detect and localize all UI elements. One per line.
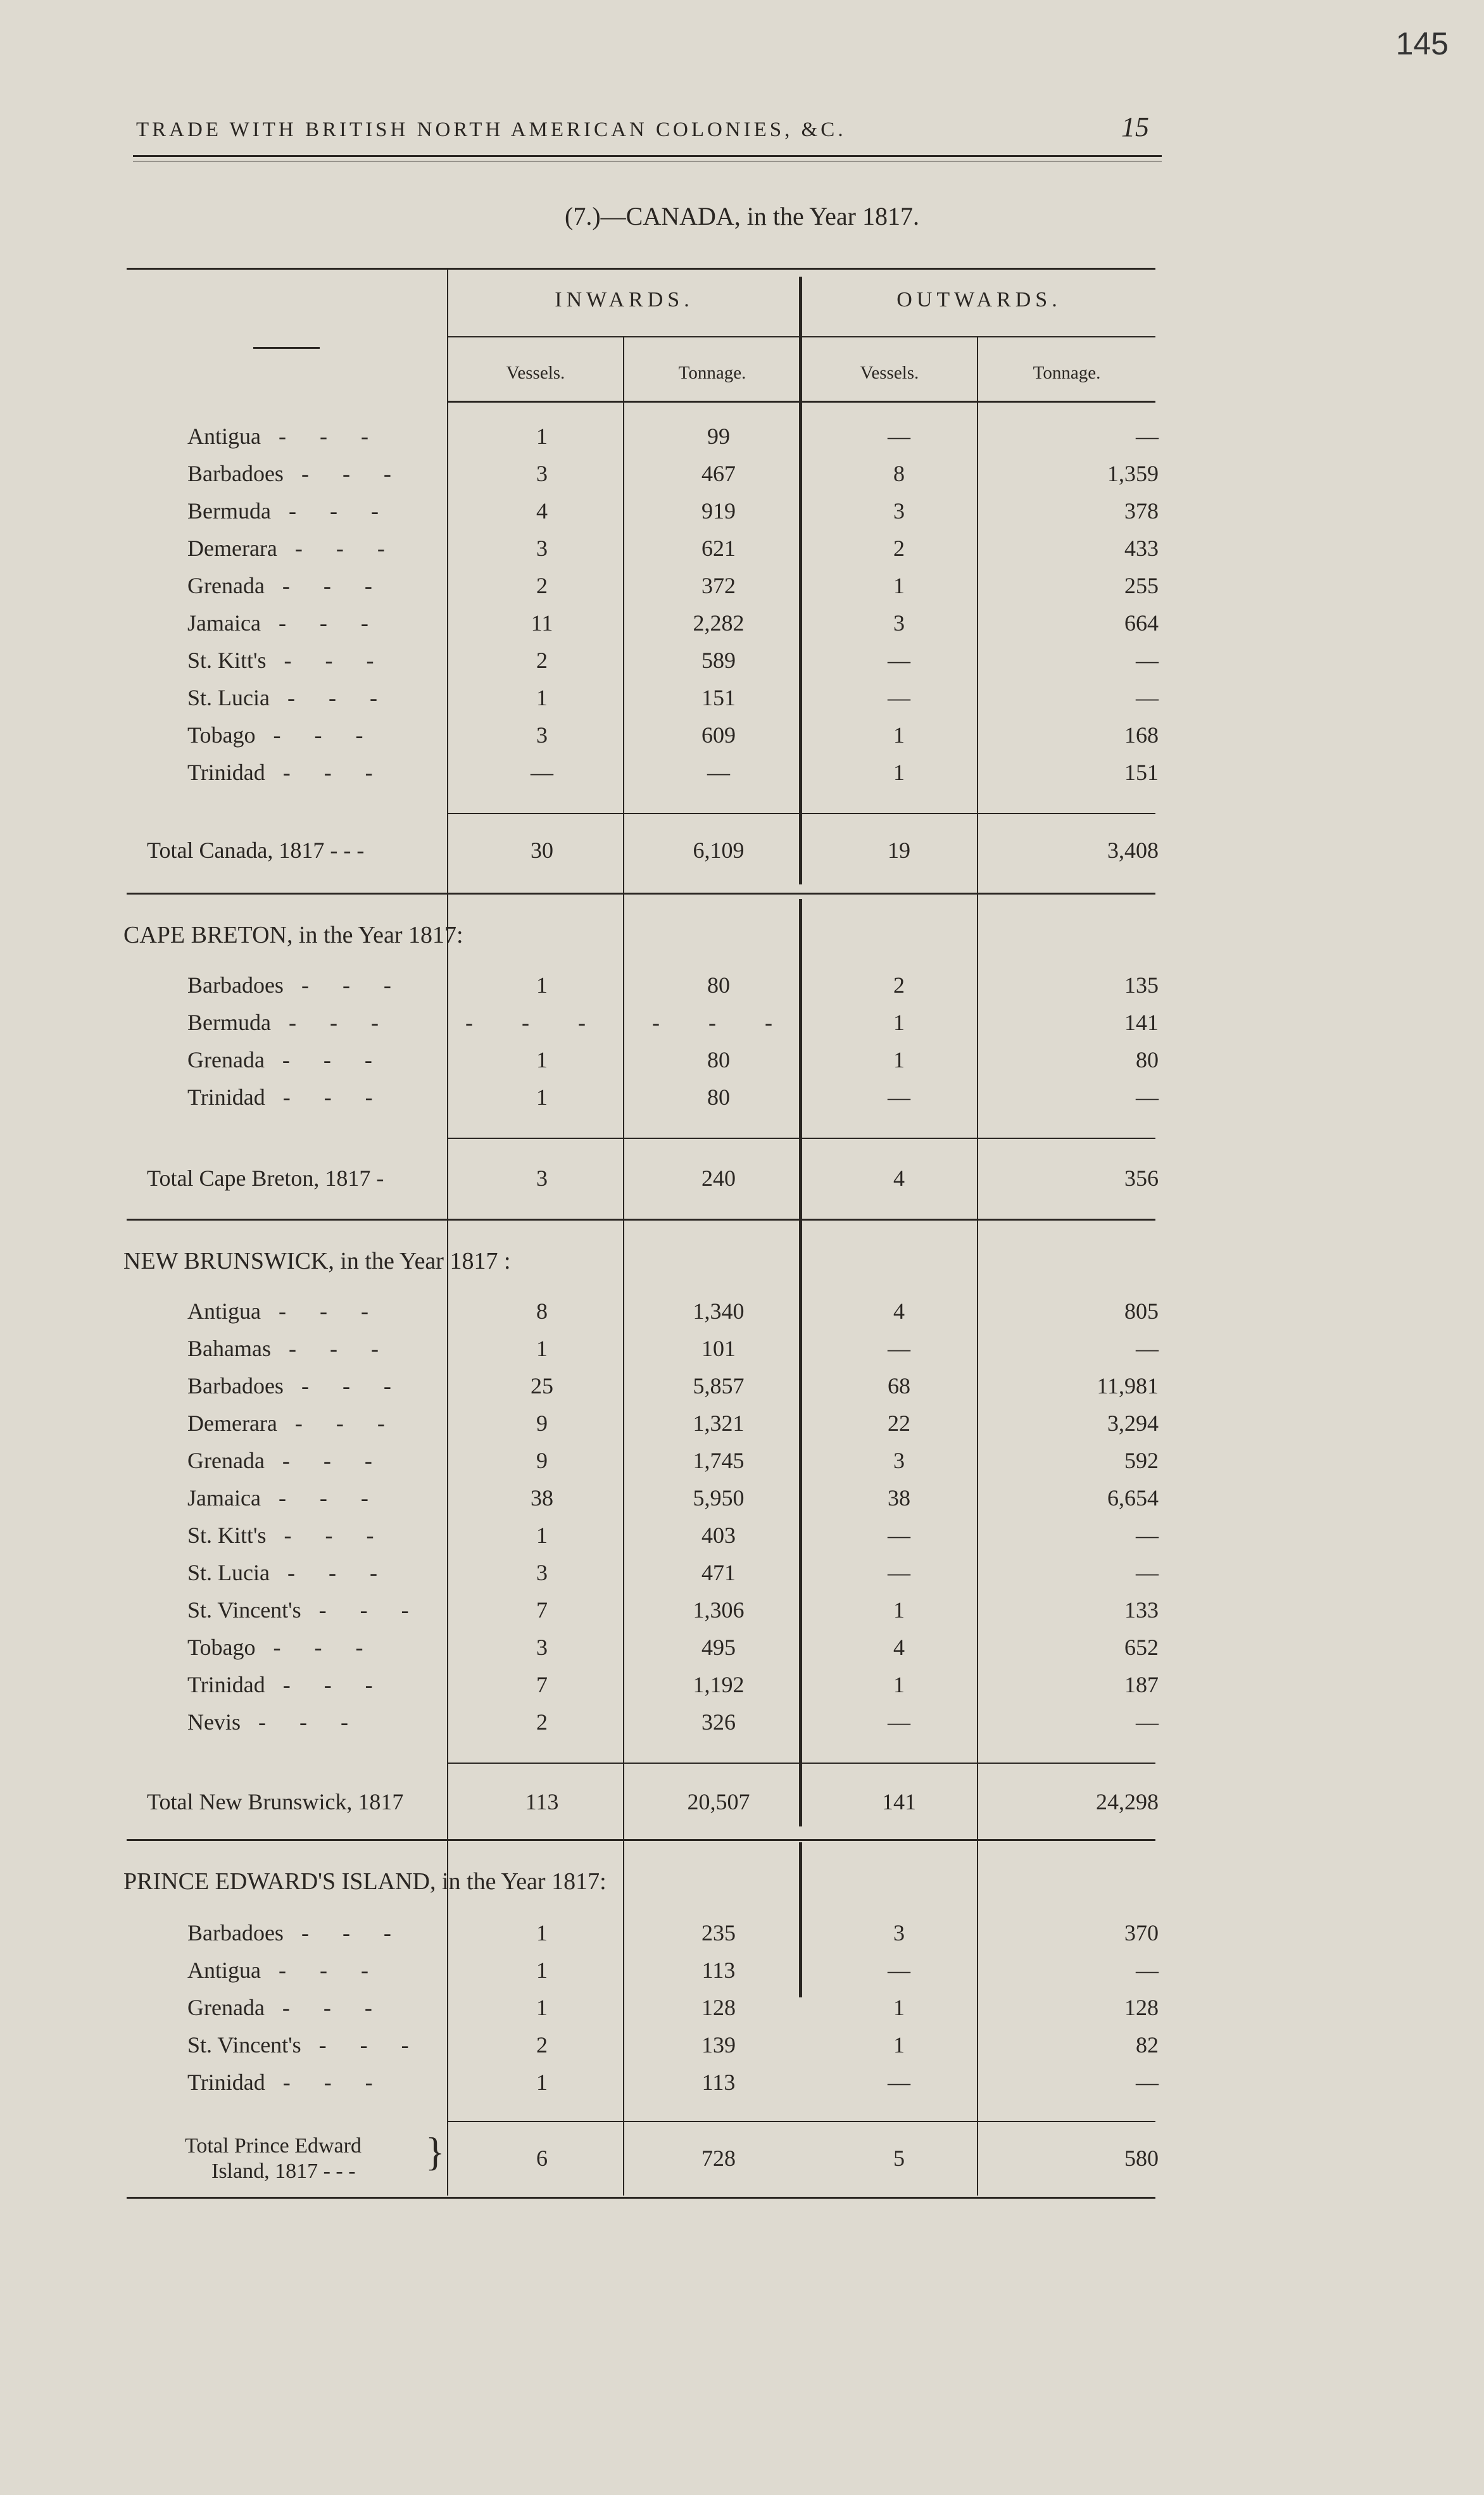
out-vessels: 22 <box>888 1411 910 1436</box>
total-label: Total Cape Breton, 1817 - <box>147 1166 384 1191</box>
in-tonnage: 113 <box>701 2070 736 2095</box>
out-tonnage: 6,654 <box>1107 1485 1159 1511</box>
out-vessels: 3 <box>893 498 905 524</box>
table-row <box>0 1009 1484 1046</box>
header-dash <box>253 347 320 349</box>
total-out-vessels: 4 <box>893 1166 905 1191</box>
out-vessels: 3 <box>893 610 905 636</box>
out-tonnage: — <box>1136 1336 1159 1361</box>
running-head <box>136 111 1162 143</box>
out-tonnage: 370 <box>1124 1920 1159 1945</box>
in-vessels: 38 <box>531 1485 553 1511</box>
in-tonnage: 5,857 <box>693 1373 745 1398</box>
in-vessels: 9 <box>536 1448 548 1473</box>
in-tonnage: 495 <box>701 1635 736 1660</box>
table-row <box>0 722 1484 758</box>
new-brunswick-heading: NEW BRUNSWICK, in the Year 1817 : <box>123 1248 511 1274</box>
out-tonnage: 133 <box>1124 1597 1159 1623</box>
header-bottom-rule-inwards <box>448 401 800 403</box>
table-row <box>0 460 1484 497</box>
in-tonnage: 139 <box>701 2032 736 2058</box>
out-tonnage: 433 <box>1124 536 1159 561</box>
out-tonnage: 652 <box>1124 1635 1159 1660</box>
row-label: Nevis - - - <box>187 1709 362 1735</box>
in-vessels: 1 <box>536 1084 548 1110</box>
table-row <box>0 759 1484 796</box>
table-caption: (7.)—CANADA, in the Year 1817. <box>565 202 919 230</box>
in-vessels: 3 <box>536 1635 548 1660</box>
row-label: Bermuda - - - <box>187 1010 393 1035</box>
in-tonnage: 1,321 <box>693 1411 745 1436</box>
in-tonnage: 372 <box>701 573 736 598</box>
in-tonnage: 128 <box>701 1995 736 2020</box>
in-vessels: 1 <box>536 1336 548 1361</box>
in-tonnage: 80 <box>707 1084 730 1110</box>
total-in-tonnage: 240 <box>701 1166 736 1191</box>
row-label: Trinidad - - - <box>187 1084 387 1110</box>
total-out-tonnage: 356 <box>1124 1166 1159 1191</box>
in-tonnage: 113 <box>701 1958 736 1983</box>
section-rule-canada <box>127 893 1155 895</box>
in-tonnage: 467 <box>701 461 736 486</box>
out-tonnage-header: Tonnage. <box>1033 363 1101 383</box>
out-tonnage: 80 <box>1136 1047 1159 1072</box>
section-rule-cape-breton <box>127 1219 1155 1221</box>
out-vessels: — <box>888 648 910 673</box>
out-tonnage: — <box>1136 1709 1159 1735</box>
table-row <box>0 498 1484 534</box>
out-vessels: — <box>888 2070 910 2095</box>
row-label: Antigua - - - <box>187 1958 382 1983</box>
out-tonnage: — <box>1136 424 1159 449</box>
total-in-tonnage: 6,109 <box>693 838 745 863</box>
table-row <box>0 1957 1484 1994</box>
in-vessels: 7 <box>536 1597 548 1623</box>
out-vessels: — <box>888 1560 910 1585</box>
prince-edward-total-rule <box>448 2121 1155 2122</box>
out-tonnage: — <box>1136 685 1159 710</box>
in-tonnage: 80 <box>707 972 730 998</box>
in-tonnage: 609 <box>701 722 736 748</box>
out-vessels: 1 <box>893 1047 905 1072</box>
table-row <box>0 1084 1484 1121</box>
in-tonnage: 589 <box>701 648 736 673</box>
in-vessels: — <box>531 760 553 785</box>
row-label: Bermuda - - - <box>187 498 393 524</box>
out-vessels: — <box>888 424 910 449</box>
total-out-tonnage: 580 <box>1124 2146 1159 2171</box>
in-tonnage: 151 <box>701 685 736 710</box>
in-tonnage: - - - <box>652 1010 794 1035</box>
in-vessels: 1 <box>536 1047 548 1072</box>
in-tonnage: 919 <box>701 498 736 524</box>
row-label: Jamaica - - - <box>187 1485 382 1511</box>
row-label: St. Lucia - - - <box>187 1560 391 1585</box>
out-tonnage: 187 <box>1124 1672 1159 1697</box>
in-vessels: 4 <box>536 498 548 524</box>
total-out-vessels: 5 <box>893 2146 905 2171</box>
in-vessels: 3 <box>536 536 548 561</box>
total-label-brace: } <box>425 2129 445 2174</box>
out-vessels: — <box>888 1084 910 1110</box>
header-subrule-inwards <box>448 336 800 337</box>
table-row <box>0 1559 1484 1596</box>
in-tonnage: — <box>707 760 730 785</box>
in-vessels-header: Vessels. <box>506 363 565 383</box>
row-label: Tobago - - - <box>187 1635 377 1660</box>
row-label: Grenada - - - <box>187 1995 386 2020</box>
out-vessels: — <box>888 1709 910 1735</box>
table-row <box>0 535 1484 572</box>
canada-total-rule <box>448 813 1155 814</box>
out-tonnage: 1,359 <box>1107 461 1159 486</box>
out-tonnage: 82 <box>1136 2032 1159 2058</box>
out-vessels: 1 <box>893 1995 905 2020</box>
out-vessels: 1 <box>893 573 905 598</box>
out-vessels: 4 <box>893 1298 905 1324</box>
out-vessels: 1 <box>893 2032 905 2058</box>
out-vessels: 1 <box>893 760 905 785</box>
table-row <box>0 1671 1484 1708</box>
table-row <box>0 684 1484 721</box>
in-tonnage: 1,192 <box>693 1672 745 1697</box>
in-tonnage: 80 <box>707 1047 730 1072</box>
in-tonnage: 235 <box>701 1920 736 1945</box>
total-out-vessels: 141 <box>882 1789 916 1814</box>
out-vessels: 1 <box>893 1672 905 1697</box>
table-row <box>0 1522 1484 1559</box>
in-vessels: 3 <box>536 1560 548 1585</box>
table-row <box>0 1634 1484 1671</box>
total-in-vessels: 30 <box>531 838 553 863</box>
total-label-line2: Island, 1817 - - - <box>211 2159 356 2183</box>
running-head-title: TRADE WITH BRITISH NORTH AMERICAN COLONIES, &C. <box>136 118 846 141</box>
out-tonnage: 141 <box>1124 1010 1159 1035</box>
in-tonnage: 621 <box>701 536 736 561</box>
out-vessels: — <box>888 1336 910 1361</box>
out-vessels: 2 <box>893 972 905 998</box>
prince-edward-total-row <box>0 2145 1484 2182</box>
out-vessels: 8 <box>893 461 905 486</box>
table-row <box>0 1597 1484 1633</box>
row-label: Barbadoes - - - <box>187 461 405 486</box>
in-vessels: 1 <box>536 972 548 998</box>
row-label: Demerara - - - <box>187 536 399 561</box>
row-label: Barbadoes - - - <box>187 972 405 998</box>
section-rule-new-brunswick <box>127 1839 1155 1841</box>
table-row <box>0 1335 1484 1372</box>
table-row <box>0 610 1484 646</box>
out-tonnage: — <box>1136 1958 1159 1983</box>
in-vessels: 1 <box>536 685 548 710</box>
out-tonnage: — <box>1136 1084 1159 1110</box>
out-tonnage: 664 <box>1124 610 1159 636</box>
in-vessels: 2 <box>536 648 548 673</box>
out-tonnage: 151 <box>1124 760 1159 785</box>
in-vessels: - - - <box>465 1010 607 1035</box>
new-brunswick-total-rule <box>448 1763 1155 1764</box>
in-tonnage: 326 <box>701 1709 736 1735</box>
table-row <box>0 972 1484 1009</box>
out-tonnage: 378 <box>1124 498 1159 524</box>
out-vessels: 2 <box>893 536 905 561</box>
in-tonnage: 1,340 <box>693 1298 745 1324</box>
in-vessels: 25 <box>531 1373 553 1398</box>
page-number: 145 <box>1395 26 1449 61</box>
cape-breton-total-row <box>0 1165 1484 1202</box>
row-label: Antigua - - - <box>187 424 382 449</box>
table-row <box>0 1298 1484 1335</box>
out-vessels: — <box>888 1523 910 1548</box>
in-vessels: 3 <box>536 461 548 486</box>
in-tonnage: 1,306 <box>693 1597 745 1623</box>
table-row <box>0 647 1484 684</box>
in-vessels: 2 <box>536 1709 548 1735</box>
in-tonnage: 471 <box>701 1560 736 1585</box>
in-tonnage-header: Tonnage. <box>678 363 746 383</box>
out-vessels: 4 <box>893 1635 905 1660</box>
table-row <box>0 423 1484 460</box>
out-tonnage: 255 <box>1124 573 1159 598</box>
total-label: Total Canada, 1817 - - - <box>147 838 365 863</box>
row-label: Barbadoes - - - <box>187 1920 405 1945</box>
out-tonnage: — <box>1136 648 1159 673</box>
row-label: Barbadoes - - - <box>187 1373 405 1398</box>
out-vessels: 3 <box>893 1448 905 1473</box>
in-vessels: 1 <box>536 1920 548 1945</box>
in-vessels: 1 <box>536 1958 548 1983</box>
in-vessels: 1 <box>536 2070 548 2095</box>
row-label: Tobago - - - <box>187 722 377 748</box>
table-row <box>0 2069 1484 2106</box>
prince-edward-heading: PRINCE EDWARD'S ISLAND, in the Year 1817: <box>123 1868 607 1895</box>
table-top-rule <box>127 268 1155 270</box>
outwards-header: OUTWARDS. <box>896 288 1062 311</box>
row-label: Trinidad - - - <box>187 760 387 785</box>
out-tonnage: 3,294 <box>1107 1411 1159 1436</box>
out-vessels: — <box>888 685 910 710</box>
row-label: Demerara - - - <box>187 1411 399 1436</box>
in-vessels: 1 <box>536 1995 548 2020</box>
out-vessels: 3 <box>893 1920 905 1945</box>
in-tonnage: 2,282 <box>693 610 745 636</box>
out-tonnage: 135 <box>1124 972 1159 998</box>
out-vessels: 1 <box>893 1597 905 1623</box>
out-tonnage: 128 <box>1124 1995 1159 2020</box>
table-row <box>0 572 1484 609</box>
out-vessels: 68 <box>888 1373 910 1398</box>
total-label: Total New Brunswick, 1817 <box>147 1789 404 1814</box>
out-tonnage: 168 <box>1124 722 1159 748</box>
in-tonnage: 5,950 <box>693 1485 745 1511</box>
double-rule <box>133 155 1162 157</box>
row-label: Grenada - - - <box>187 1047 386 1072</box>
table-row <box>0 1410 1484 1447</box>
row-label: St. Kitt's - - - <box>187 1523 388 1548</box>
in-tonnage: 101 <box>701 1336 736 1361</box>
out-tonnage: 11,981 <box>1097 1373 1159 1398</box>
out-tonnage: — <box>1136 1560 1159 1585</box>
row-label: Grenada - - - <box>187 573 386 598</box>
table-row <box>0 1709 1484 1745</box>
running-head-page: 15 <box>1121 111 1149 142</box>
in-tonnage: 99 <box>707 424 730 449</box>
row-label: St. Lucia - - - <box>187 685 391 710</box>
cape-breton-heading: CAPE BRETON, in the Year 1817: <box>123 922 463 948</box>
table-bottom-rule <box>127 2197 1155 2199</box>
in-vessels: 3 <box>536 722 548 748</box>
out-tonnage: 805 <box>1124 1298 1159 1324</box>
total-out-vessels: 19 <box>888 838 910 863</box>
table-row <box>0 1920 1484 1956</box>
row-label: Trinidad - - - <box>187 2070 387 2095</box>
row-label: St. Vincent's - - - <box>187 1597 423 1623</box>
in-vessels: 2 <box>536 2032 548 2058</box>
total-in-tonnage: 20,507 <box>687 1789 750 1814</box>
row-label: Jamaica - - - <box>187 610 382 636</box>
out-vessels: — <box>888 1958 910 1983</box>
in-vessels: 9 <box>536 1411 548 1436</box>
row-label: St. Vincent's - - - <box>187 2032 423 2058</box>
total-out-tonnage: 3,408 <box>1107 838 1159 863</box>
new-brunswick-total-row <box>0 1788 1484 1825</box>
total-in-vessels: 6 <box>536 2146 548 2171</box>
table-row <box>0 1373 1484 1409</box>
total-in-vessels: 3 <box>536 1166 548 1191</box>
row-label: Bahamas - - - <box>187 1336 393 1361</box>
out-vessels: 38 <box>888 1485 910 1511</box>
in-vessels: 1 <box>536 1523 548 1548</box>
total-out-tonnage: 24,298 <box>1096 1789 1159 1814</box>
in-vessels: 7 <box>536 1672 548 1697</box>
out-vessels: 1 <box>893 1010 905 1035</box>
table-row <box>0 1046 1484 1083</box>
canada-total-row <box>0 837 1484 874</box>
out-tonnage: — <box>1136 2070 1159 2095</box>
out-tonnage: — <box>1136 1523 1159 1548</box>
inwards-header: INWARDS. <box>555 288 694 311</box>
in-vessels: 8 <box>536 1298 548 1324</box>
in-tonnage: 403 <box>701 1523 736 1548</box>
total-in-vessels: 113 <box>525 1789 559 1814</box>
table-row <box>0 1447 1484 1484</box>
row-label: Grenada - - - <box>187 1448 386 1473</box>
table-row <box>0 2032 1484 2068</box>
cape-breton-total-rule <box>448 1138 1155 1139</box>
out-tonnage: 592 <box>1124 1448 1159 1473</box>
total-in-tonnage: 728 <box>701 2146 736 2171</box>
row-label: Trinidad - - - <box>187 1672 387 1697</box>
in-vessels: 2 <box>536 573 548 598</box>
total-label-line1: Total Prince Edward <box>185 2134 362 2158</box>
table-row <box>0 1994 1484 2031</box>
in-vessels: 1 <box>536 424 548 449</box>
in-vessels: 11 <box>531 610 553 636</box>
out-vessels: 1 <box>893 722 905 748</box>
table-row <box>0 1485 1484 1521</box>
row-label: Antigua - - - <box>187 1298 382 1324</box>
row-label: St. Kitt's - - - <box>187 648 388 673</box>
out-vessels-header: Vessels. <box>860 363 919 383</box>
in-tonnage: 1,745 <box>693 1448 745 1473</box>
